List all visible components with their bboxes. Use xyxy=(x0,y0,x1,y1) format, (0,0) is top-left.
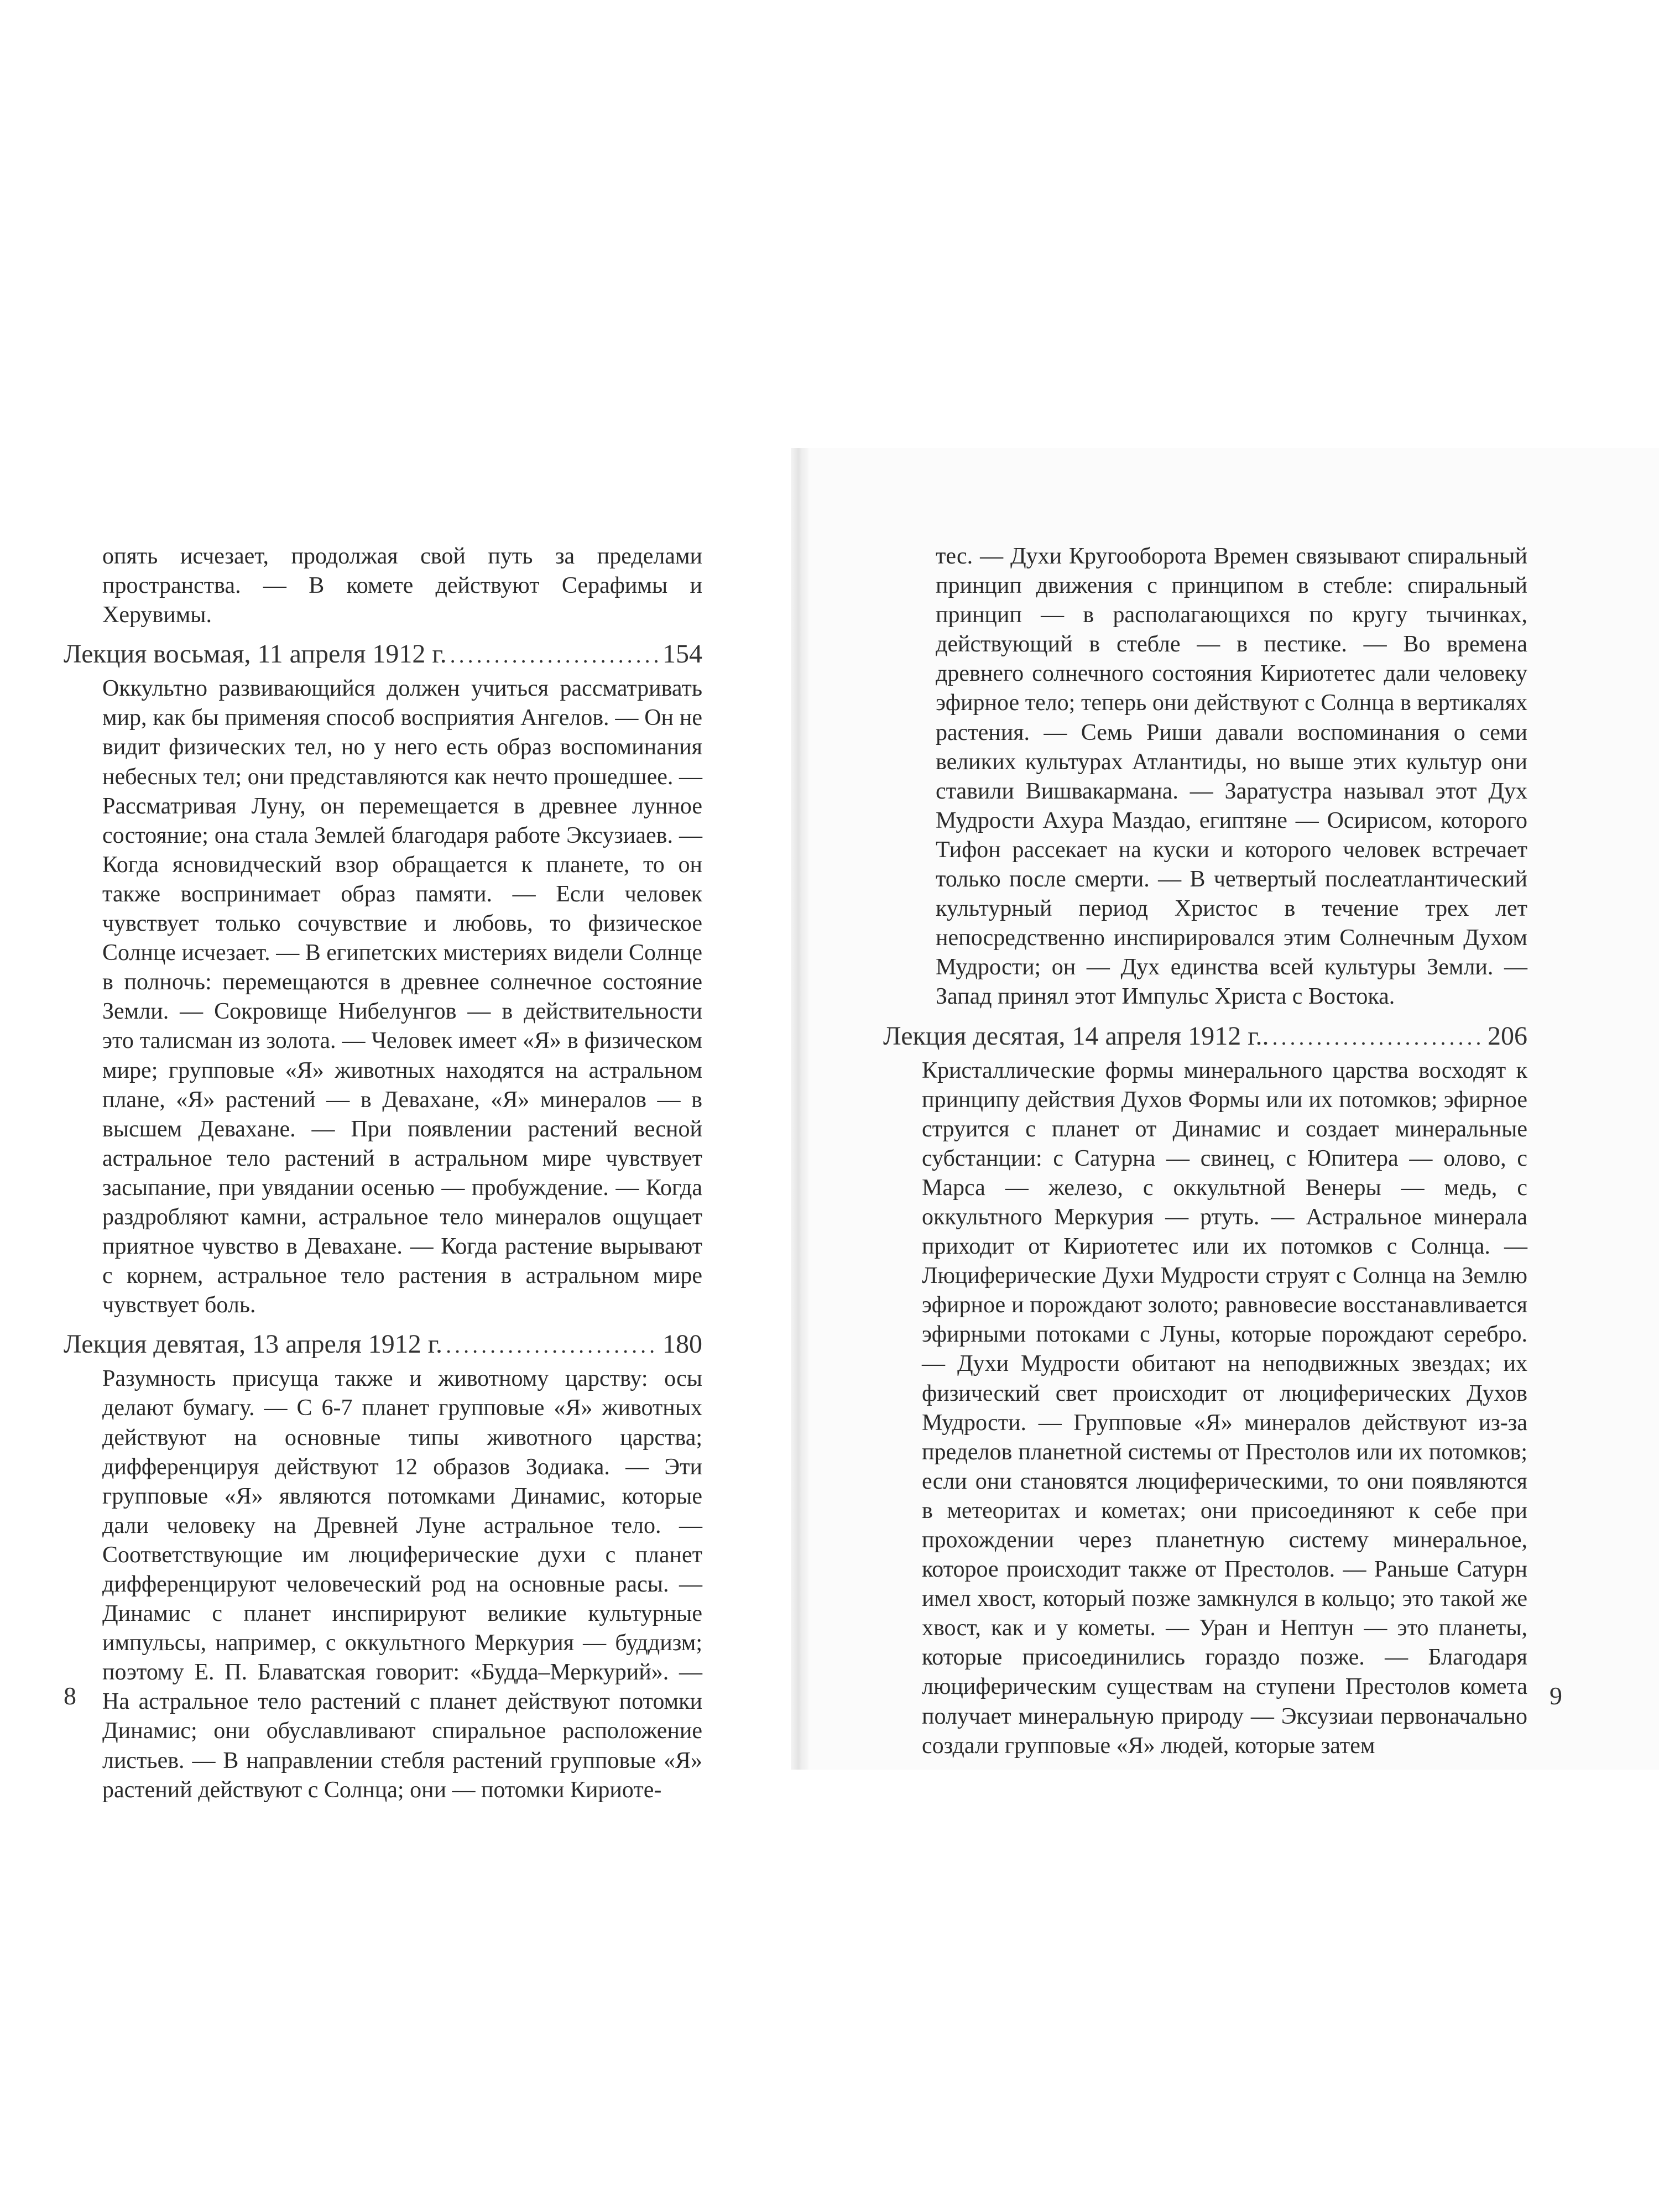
toc-entry-lecture-9 xyxy=(64,1328,702,1362)
toc-entry-lecture-8 xyxy=(64,638,702,672)
dot-leader xyxy=(450,639,659,672)
toc-entry-page-number: 206 xyxy=(1488,1021,1527,1051)
right-page xyxy=(808,448,1659,1770)
left-page xyxy=(0,448,791,1803)
toc-entry-summary: Оккультно развивающийся должен учиться рассматривать мир, как бы применяя способ восприятия Ангелов. — Он не видит физических тел, но у него есть образ воспоминания небесных тел; они представляются как нечто прошедшее. — Рассматривая Луну, он перемещается в древнее лунное состояние; она стала Землей благодаря работе Эксузиаев. — Когда ясновидческий взор обращается к планете, то он также воспринимает образ памяти. — Если человек чувствует только сочувствие и любовь, то физическое Солнце исчезает. — В египетских мистериях видели Солнце в полночь: перемещаются в древнее солнечное состояние Земли. — Сокровище Нибелунгов — в действительности это талисман из золота. — Человек имеет «Я» в физическом мире; групповые «Я» животных находятся на астральном плане, «Я» растений — в Девахане, «Я» минералов — в высшем Девахане. — При появлении растений весной астральное тело растений в астральном мире чувствует засыпание, при увядании осенью — пробуждение. — Когда раздробляют камни, астральное тело минералов ощущает приятное чувство в Девахане. — Когда растение вырывают с корнем, астральное тело растения в астральном мире чувствует боль. xyxy=(102,676,702,1318)
page-number-right: 9 xyxy=(1550,1682,1562,1710)
book-gutter xyxy=(791,448,808,1770)
toc-entry-title: Лекция восьмая, 11 апреля 1912 г. xyxy=(64,639,447,669)
dot-leader xyxy=(446,1329,659,1362)
toc-entry-title: Лекция девятая, 13 апреля 1912 г. xyxy=(64,1329,443,1359)
left-continuation-text: опять исчезает, продолжая свой путь за пределами пространства. — В комете действуют Серафимы и Херувимы. xyxy=(102,544,702,628)
page-number-left: 8 xyxy=(64,1682,76,1710)
toc-entry-page-number: 180 xyxy=(662,1329,702,1359)
dot-leader xyxy=(1272,1021,1484,1054)
toc-entry-summary: Кристаллические формы минерального царства восходят к принципу действия Духов Формы или их потомков; эфирное струится с планет от Динамис и создает минеральные субстанции: с Сатурна — свинец, с Юпитера — олово, с Марса — железо, с оккультной Венеры — медь, с оккультного Меркурия — ртуть. — Астральное минерала приходит от Кириотетес или их потомков с Солнца. — Люциферические Духи Мудрости струят с Солнца на Землю эфирное и порождают золото; равновесие восстанавливается эфирными потоками с Луны, которые порождают серебро. — Духи Мудрости обитают на неподвижных звездах; их физический свет происходит от люциферических Духов Мудрости. — Групповые «Я» минералов действуют из-за пределов планетной системы от Престолов или их потомков; если они становятся люциферическими, то они появляются в метеоритах и кометах; они присоединяют к себе при прохождении через планетную систему минеральное, которое происходит также от Престолов. — Раньше Сатурн имел хвост, который позже замкнулся в кольцо; это такой же хвост, как и у кометы. — Уран и Нептун — это планеты, которые присоединились гораздо позже. — Благодаря люциферическим существам на ступени Престолов комета получает минеральную природу — Эксузиаи первоначально создали групповые «Я» людей, которые затем xyxy=(922,1057,1527,1759)
book-spread xyxy=(0,448,1659,1803)
toc-entry-title: Лекция десятая, 14 апреля 1912 г.. xyxy=(883,1021,1269,1051)
toc-entry-summary: Разумность присуща также и животному царству: осы делают бумагу. — С 6-7 планет групповые «Я» животных действуют на основные типы животного царства; дифференцируя действуют 12 образов Зодиака. — Эти групповые «Я» являются потомками Динамис, которые дали человеку на Древней Луне астральное тело. — Соответствующие им люциферические духи с планет дифференцируют человеческий род на основные расы. — Динамис с планет инспирируют великие культурные импульсы, например, с оккультного Меркурия — буддизм; поэтому Е. П. Блаватская говорит: «Будда–Меркурий». — На астральное тело растений с планет действуют потомки Динамис; они обуславливают спиральное расположение листьев. — В направлении стебля растений групповые «Я» растений действуют с Солнца; они — потомки Кириоте- xyxy=(102,1366,702,1803)
left-page-column xyxy=(64,542,702,1805)
right-page-column xyxy=(883,542,1527,1761)
toc-entry-lecture-10 xyxy=(883,1020,1527,1054)
toc-entry-page-number: 154 xyxy=(662,639,702,669)
right-continuation-text: тес. — Духи Кругооборота Времен связывают спиральный принцип движения с принципом в стебле: спиральный принцип — в располагающихся по кругу тычинках, действующий в стебле — в пестике. — Во времена древнего солнечного состояния Кириотетес дали человеку эфирное тело; теперь они действуют с Солнца в вертикалях растения. — Семь Риши давали воспоминания о семи великих культурах Атлантиды, но выше этих культур они ставили Вишвакармана. — Заратустра называл этот Дух Мудрости Ахура Маздао, египтяне — Осирисом, которого Тифон рассекает на куски и которого человек встречает только после смерти. — В четвертый послеатлантический культурный период Христос в течение трех лет непосредственно инспирировался этим Солнечным Духом Мудрости; он — Дух единства всей культуры Земли. — Запад принял этот Импульс Христа с Востока. xyxy=(936,544,1527,1010)
